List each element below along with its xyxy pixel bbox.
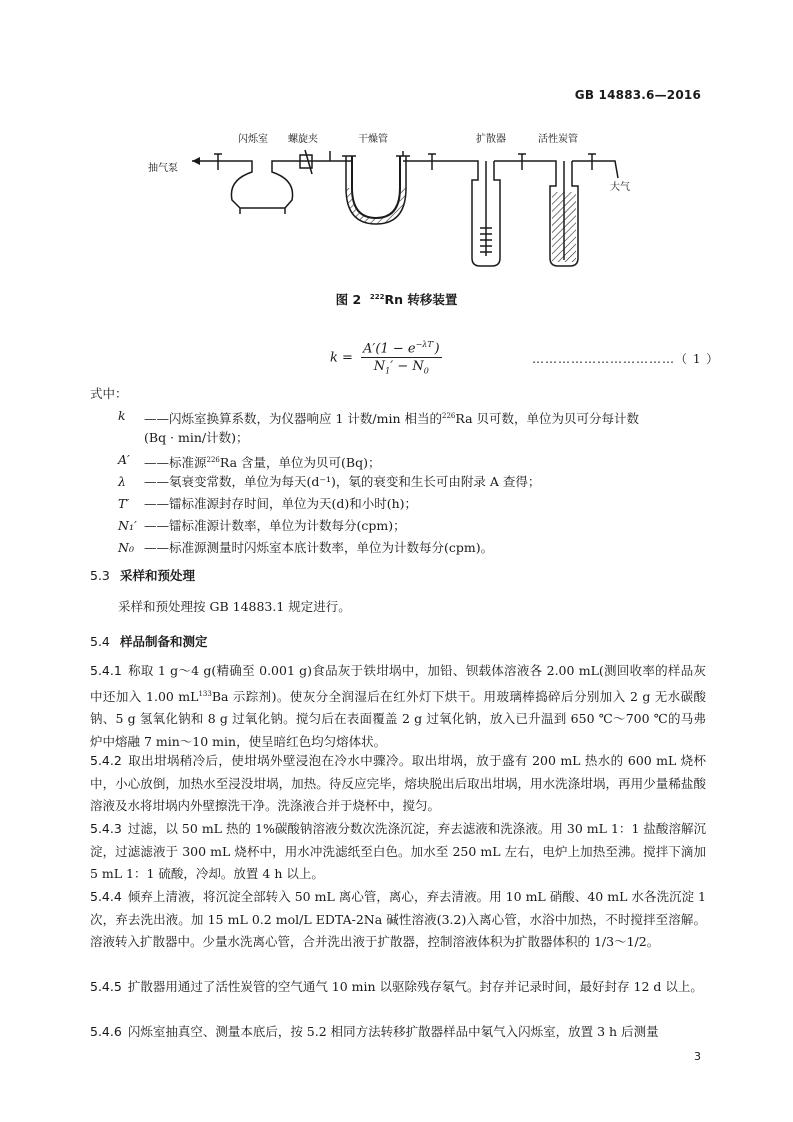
formula-lhs: k = xyxy=(330,350,353,366)
def-text-b: Ra 贝可数，单位为贝可分每计数 xyxy=(455,411,639,426)
label-atmosphere: 大气 xyxy=(610,182,630,193)
formula-1 xyxy=(330,340,442,376)
formula-den-mid: ′ − N xyxy=(390,359,424,375)
def-text-b: Ra 含量，单位为贝可(Bq)； xyxy=(219,455,381,470)
figure-caption-isotope: 222 xyxy=(369,293,385,301)
standard-number: GB 14883.6—2016 xyxy=(574,88,701,102)
def-symbol: k xyxy=(118,408,126,423)
section-heading-5-4 xyxy=(90,632,208,650)
label-drying-tube: 干燥管 xyxy=(358,134,388,145)
paragraph-5-4-6 xyxy=(90,1021,706,1044)
radon-transfer-apparatus-diagram xyxy=(140,128,660,278)
paragraph-5-4-1 xyxy=(90,660,706,753)
def-text: ——镭标准源计数率，单位为计数每分(cpm)； xyxy=(144,518,406,533)
figure-caption-prefix: 图 2 xyxy=(335,292,362,307)
paragraph-number: 5.4.4 xyxy=(90,889,122,904)
paragraph-text: 闪烁室抽真空、测量本底后，按 5.2 相同方法转移扩散器样品中氡气入闪烁室，放置 3 h 后测量 xyxy=(127,1024,659,1039)
section-title: 采样和预处理 xyxy=(120,568,196,583)
paragraph-text: 取出坩埚稍冷后，使坩埚外壁浸泡在冷水中骤冷。取出坩埚，放于盛有 200 mL 热水的 600 mL 烧杯中，小心放倒，加热水至浸没坩埚，加热。待反应完毕，熔块脱出后取出坩埚，用水洗涤坩埚，再用少量稀盐酸溶液及水将坩埚内外壁擦洗干净。洗涤液合并于烧杯中，搅匀。 xyxy=(90,753,706,813)
paragraph-5-4-2 xyxy=(90,750,706,818)
paragraph-text: 称取 1 g～4 g(精确至 0.001 g)食品灰于铁坩埚中，加铅、钡载体溶液各 2.00 mL(测回收率的样品灰中还加入 1.00 mL xyxy=(90,663,706,704)
section-title: 样品制备和测定 xyxy=(120,634,208,649)
figure-caption-text: Rn 转移装置 xyxy=(384,292,458,307)
def-symbol: N₀ xyxy=(118,540,134,555)
def-symbol: A′ xyxy=(118,452,130,467)
paragraph-number: 5.4.3 xyxy=(90,821,122,836)
def-text: ——镭标准源封存时间，单位为天(d)和小时(h)； xyxy=(144,496,418,511)
section-number: 5.3 xyxy=(90,568,110,583)
paragraph-5-4-4 xyxy=(90,886,706,954)
section-number: 5.4 xyxy=(90,634,110,649)
paragraph-text: 倾弃上清液，将沉淀全部转入 50 mL 离心管，离心，弃去清液。用 10 mL 硝酸、40 mL 水各洗沉淀 1 次，弃去洗出液。加 15 mL 0.2 mol/L EDTA-2Na 碱性溶液(3.2)入离心管，水浴中加热，不时搅拌至溶解。溶液转入扩散器中。少量水洗离心管，合并洗出液于扩散器，控制溶液体积为扩散器体积的 1/3～1/2。 xyxy=(90,889,706,949)
paragraph-5-4-3 xyxy=(90,818,706,886)
def-sup: 226 xyxy=(206,456,220,464)
paragraph-sup: 133 xyxy=(198,689,212,698)
def-symbol: N₁′ xyxy=(118,518,137,533)
formula-numerator-exponent: −λT′ xyxy=(415,340,435,349)
paragraph-5-4-5 xyxy=(90,976,706,999)
label-screw-clamp: 螺旋夹 xyxy=(288,134,318,145)
def-text: ——闪烁室换算系数，为仪器响应 1 计数/min 相当的 xyxy=(144,411,442,426)
section-heading-5-3 xyxy=(90,566,195,584)
formula-den-b-sub: 0 xyxy=(423,366,429,376)
paragraph-number: 5.4.1 xyxy=(90,663,122,678)
paragraph-number: 5.4.5 xyxy=(90,979,122,994)
equation-number: ……………………………（ 1 ） xyxy=(532,352,720,366)
figure-caption xyxy=(0,290,793,308)
label-carbon-tube: 活性炭管 xyxy=(538,134,578,145)
def-sup: 226 xyxy=(442,412,456,420)
def-text: ——标准源测量时闪烁室本底计数率，单位为计数每分(cpm)。 xyxy=(144,540,494,555)
formula-den-a: N xyxy=(373,359,386,375)
def-symbol: T′ xyxy=(118,496,130,511)
section-5-3-text: 采样和预处理按 GB 14883.1 规定进行。 xyxy=(118,599,351,614)
def-continuation: (Bq · min/计数)； xyxy=(144,430,249,445)
label-scintillation-chamber: 闪烁室 xyxy=(238,134,268,145)
def-text: ——标准源 xyxy=(144,455,207,470)
paragraph-text: 过滤，以 50 mL 热的 1%碳酸钠溶液分数次洗涤沉淀，弃去滤液和洗涤液。用 30 mL 1：1 盐酸溶解沉淀，过滤滤液于 300 mL 烧杯中，用水冲洗滤纸至白色。加水至 250 mL 左右，电炉上加热至沸。搅拌下滴加 5 mL 1：1 硫酸，冷却。放置 4 h 以上。 xyxy=(90,821,706,881)
paragraph-text-b: Ba 示踪剂)。使灰分全润湿后在红外灯下烘干。用玻璃棒捣碎后分别加入 2 g 无水碳酸钠、5 g 氢氧化钠和 8 g 过氧化钠。搅匀后在表面覆盖 2 g 过氧化钠，放入已升温到 650 ℃～700 ℃的马弗炉中熔融 7 min～10 min，使呈暗红色均匀熔体状。 xyxy=(90,688,706,749)
paragraph-text: 扩散器用通过了活性炭管的空气通气 10 min 以驱除残存氡气。封存并记录时间，最好封存 12 d 以上。 xyxy=(127,979,703,994)
formula-numerator-close: ) xyxy=(434,341,440,357)
label-diffuser: 扩散器 xyxy=(476,134,506,145)
def-symbol: λ xyxy=(118,474,126,489)
formula-numerator: A′(1 − e xyxy=(363,341,416,357)
page-number: 3 xyxy=(694,1050,701,1063)
definitions-intro: 式中： xyxy=(90,386,128,401)
formula-den-a-sub: 1 xyxy=(385,366,391,376)
paragraph-number: 5.4.2 xyxy=(90,753,122,768)
definitions xyxy=(90,383,704,559)
def-text: ——氡衰变常数，单位为每天(d⁻¹)，氡的衰变和生长可由附录 A 查得； xyxy=(144,474,541,489)
label-pump: 抽气泵 xyxy=(148,163,178,174)
paragraph-number: 5.4.6 xyxy=(90,1024,122,1039)
